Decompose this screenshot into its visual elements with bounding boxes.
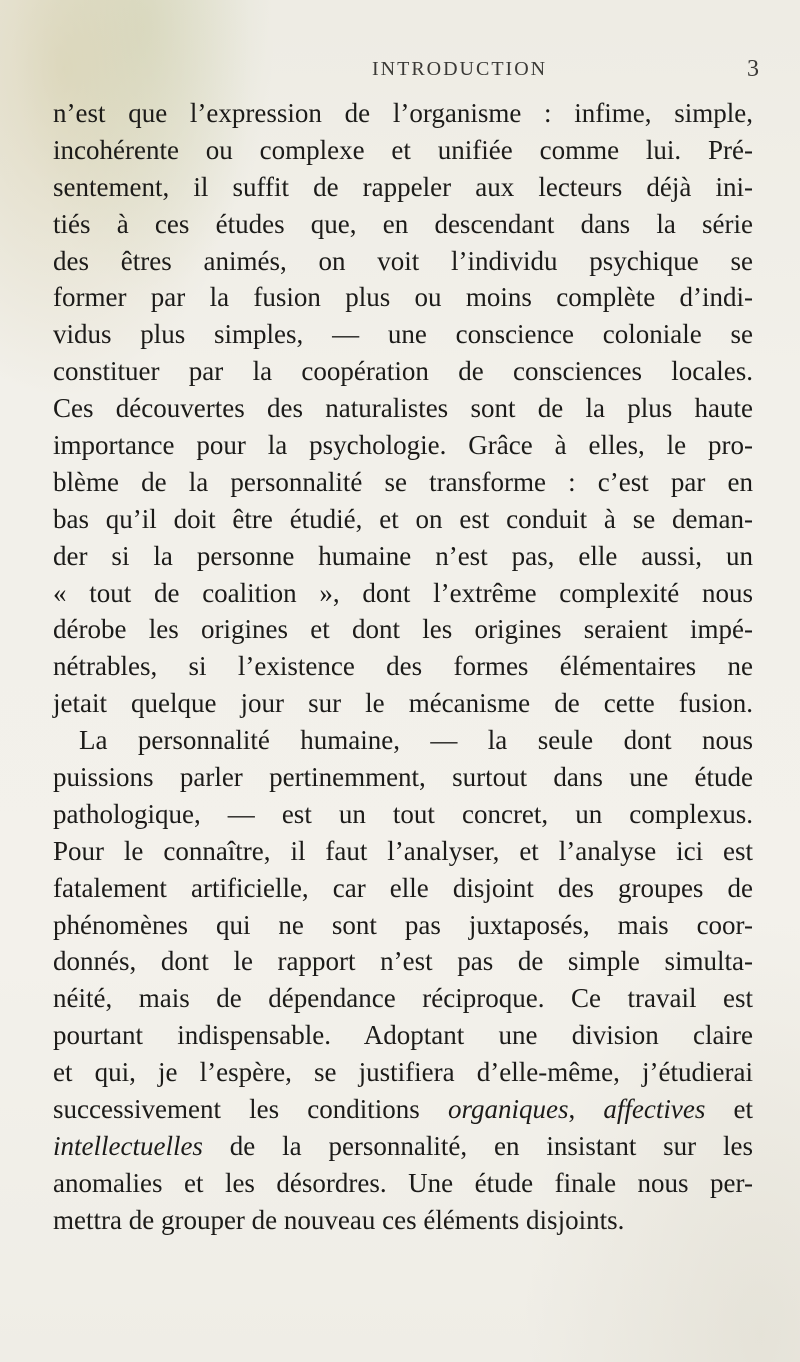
- text-line: sentement, il suffit de rappeler aux lecteurs déjà ini-: [53, 171, 753, 202]
- text-line: Pour le connaître, il faut l’analyser, et l’analyse ici est: [53, 835, 753, 866]
- text-line: vidus plus simples, — une conscience coloniale se: [53, 319, 753, 350]
- text-line: constituer par la coopération de consciences locales.: [53, 356, 753, 387]
- text-line: des êtres animés, on voit l’individu psychique se: [53, 245, 753, 276]
- paragraph-start-line: La personnalité humaine, — la seule dont nous: [79, 725, 753, 756]
- text-line: der si la personne humaine n’est pas, elle aussi, un: [53, 540, 753, 571]
- text-segment: successivement les conditions: [53, 1094, 448, 1125]
- page-number: 3: [747, 56, 759, 82]
- text-line: importance pour la psychologie. Grâce à elles, le pro-: [53, 430, 753, 461]
- text-line: Ces découvertes des naturalistes sont de la plus haute: [53, 393, 753, 424]
- text-line: donnés, dont le rapport n’est pas de simple simulta-: [53, 946, 753, 977]
- running-title: INTRODUCTION: [372, 58, 548, 80]
- text-line: incohérente ou complexe et unifiée comme lui. Pré-: [53, 134, 753, 165]
- text-line: jetait quelque jour sur le mécanisme de cette fusion.: [53, 688, 753, 719]
- text-line-with-italics: [53, 1091, 753, 1128]
- text-line: pathologique, — est un tout concret, un complexus.: [53, 798, 753, 829]
- body-text: [53, 95, 753, 1239]
- text-line-with-italics: [53, 1128, 753, 1165]
- text-line: bas qu’il doit être étudié, et on est conduit à se deman-: [53, 503, 753, 534]
- italic-term-intellectuelles: intellectuelles: [53, 1130, 203, 1161]
- text-segment: et: [705, 1094, 753, 1125]
- text-line: puissions parler pertinemment, surtout dans une étude: [53, 762, 753, 793]
- text-line: pourtant indispensable. Adoptant une division claire: [53, 1020, 753, 1051]
- text-line: phénomènes qui ne sont pas juxtaposés, mais coor-: [53, 909, 753, 940]
- text-segment: ,: [568, 1094, 604, 1125]
- text-segment: de la personnalité, en insistant sur les: [202, 1130, 753, 1161]
- text-line: blème de la personnalité se transforme : c’est par en: [53, 466, 753, 497]
- text-line: néité, mais de dépendance réciproque. Ce travail est: [53, 983, 753, 1014]
- text-line: nétrables, si l’existence des formes élémentaires ne: [53, 651, 753, 682]
- text-line: dérobe les origines et dont les origines seraient impé-: [53, 614, 753, 645]
- italic-term-affectives: affectives: [603, 1094, 706, 1125]
- text-line: anomalies et les désordres. Une étude finale nous per-: [53, 1167, 753, 1198]
- text-line: n’est que l’expression de l’organisme : infime, simple,: [53, 98, 753, 128]
- text-line: fatalement artificielle, car elle disjoint des groupes de: [53, 872, 753, 903]
- text-line: « tout de coalition », dont l’extrême complexité nous: [53, 577, 753, 608]
- text-line: tiés à ces études que, en descendant dans la série: [53, 208, 753, 239]
- text-line: former par la fusion plus ou moins complète d’indi-: [53, 282, 753, 313]
- text-line: et qui, je l’espère, se justifiera d’elle-même, j’étudierai: [53, 1057, 753, 1088]
- text-line: mettra de grouper de nouveau ces éléments disjoints.: [53, 1204, 625, 1235]
- running-head: [0, 58, 800, 88]
- italic-term-organiques: organiques: [447, 1094, 569, 1125]
